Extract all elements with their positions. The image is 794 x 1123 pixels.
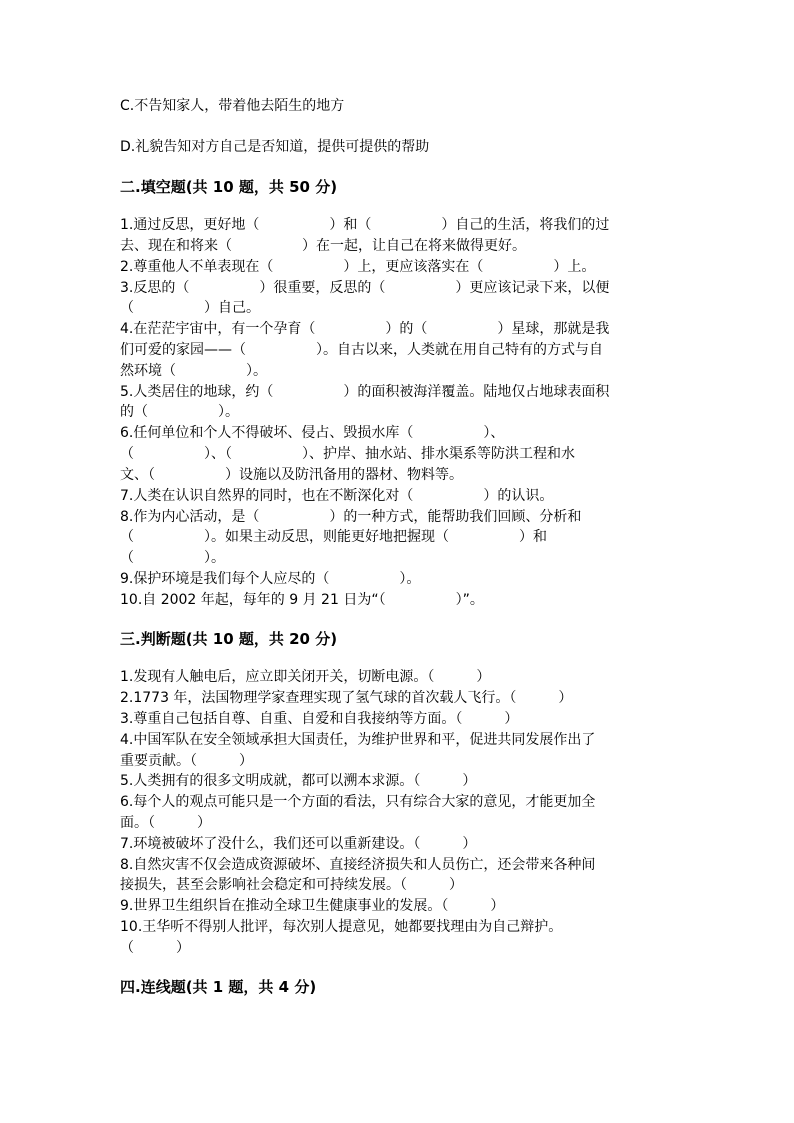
true-false-line: （ ） — [120, 940, 190, 956]
fill-blank-line: 6.任何单位和个人不得破坏、侵占、毁损水库（ ）、 — [120, 425, 505, 441]
option-c: C.不告知家人，带着他去陌生的地方 — [120, 98, 345, 114]
fill-blank-line: 2.尊重他人不单表现在（ ）上，更应该落实在（ ）上。 — [120, 259, 596, 275]
fill-blank-line: 7.人类在认识自然界的同时，也在不断深化对（ ）的认识。 — [120, 488, 554, 504]
true-false-line: 7.环境被破坏了没什么，我们还可以重新建设。（ ） — [120, 836, 477, 852]
fill-blank-line: （ ）。如果主动反思，则能更好地把握现（ ）和 — [120, 529, 547, 545]
true-false-line: 3.尊重自己包括自尊、自重、自爱和自我接纳等方面。（ ） — [120, 711, 519, 727]
fill-blank-line: 们可爱的家园——（ ）。自古以来，人类就在用自己特有的方式与自 — [120, 342, 603, 358]
fill-blank-line: 9.保护环境是我们每个人应尽的（ ）。 — [120, 571, 421, 587]
true-false-line: 6.每个人的观点可能只是一个方面的看法，只有综合大家的意见，才能更加全 — [120, 794, 596, 810]
fill-blank-line: 1.通过反思，更好地（ ）和（ ）自己的生活，将我们的过 — [120, 217, 610, 233]
true-false-line: 5.人类拥有的很多文明成就，都可以溯本求源。（ ） — [120, 773, 477, 789]
true-false-line: 8.自然灾害不仅会造成资源破坏、直接经济损失和人员伤亡，还会带来各种间 — [120, 857, 596, 873]
fill-blank-line: 的（ ）。 — [120, 404, 239, 420]
fill-blank-line: 去、现在和将来（ ）在一起，让自己在将来做得更好。 — [120, 238, 526, 254]
fill-blank-line: 5.人类居住的地球，约（ ）的面积被海洋覆盖。陆地仅占地球表面积 — [120, 384, 610, 400]
true-false-line: 面。（ ） — [120, 815, 211, 831]
fill-blank-line: 3.反思的（ ）很重要，反思的（ ）更应该记录下来，以便 — [120, 280, 610, 296]
true-false-line: 接损失，甚至会影响社会稳定和可持续发展。（ ） — [120, 877, 463, 893]
fill-blank-line: （ ）、（ ）、护岸、抽水站、排水渠系等防洪工程和水 — [120, 446, 575, 462]
true-false-line: 10.王华听不得别人批评，每次别人提意见，她都要找理由为自己辩护。 — [120, 919, 563, 935]
fill-blank-line: （ ）。 — [120, 550, 225, 566]
fill-blank-line: 10.自 2002 年起，每年的 9 月 21 日为“（ ）”。 — [120, 592, 484, 608]
section-heading-true-false: 三.判断题(共 10 题，共 20 分) — [120, 630, 338, 648]
fill-blank-line: 然环境（ ）。 — [120, 363, 267, 379]
true-false-line: 2.1773 年，法国物理学家查理实现了氢气球的首次载人飞行。（ ） — [120, 690, 573, 706]
true-false-line: 1.发现有人触电后，应立即关闭开关，切断电源。（ ） — [120, 669, 491, 685]
true-false-line: 4.中国军队在安全领域承担大国责任，为维护世界和平，促进共同发展作出了 — [120, 732, 596, 748]
option-d: D.礼貌告知对方自己是否知道，提供可提供的帮助 — [120, 139, 430, 155]
fill-blank-line: 4.在茫茫宇宙中，有一个孕育（ ）的（ ）星球，那就是我 — [120, 321, 610, 337]
fill-blank-line: 文、（ ）设施以及防汛备用的器材、物料等。 — [120, 467, 463, 483]
fill-blank-line: （ ）自己。 — [120, 300, 260, 316]
fill-blank-line: 8.作为内心活动，是（ ）的一种方式，能帮助我们回顾、分析和 — [120, 509, 582, 525]
section-heading-matching: 四.连线题(共 1 题，共 4 分) — [120, 978, 317, 996]
section-heading-fill-blank: 二.填空题(共 10 题，共 50 分) — [120, 178, 338, 196]
true-false-line: 重要贡献。（ ） — [120, 753, 253, 769]
true-false-line: 9.世界卫生组织旨在推动全球卫生健康事业的发展。（ ） — [120, 898, 505, 914]
